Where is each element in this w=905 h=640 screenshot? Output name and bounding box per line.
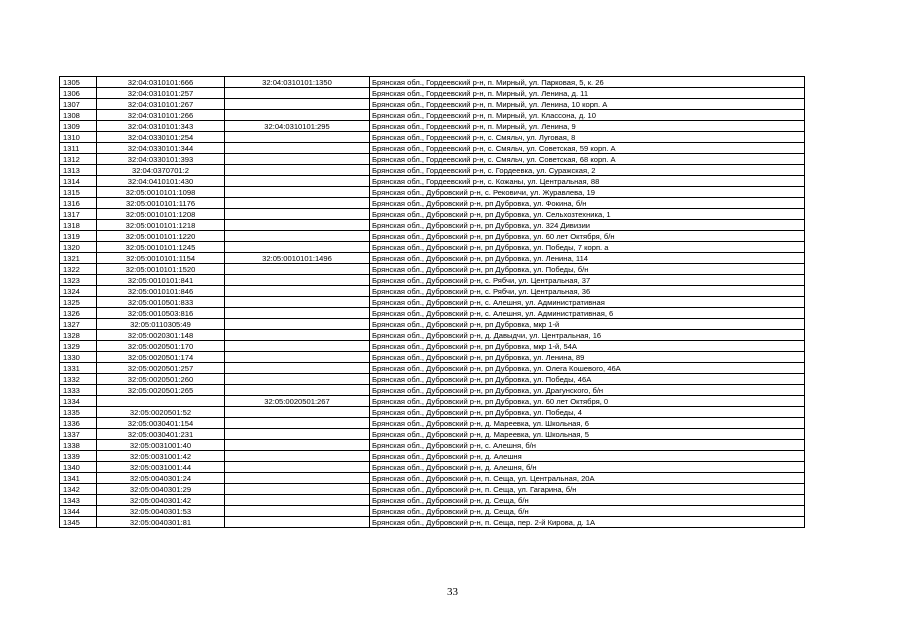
record-number-cell: 1345 [60, 517, 97, 528]
previous-cadastral-number-cell [225, 451, 370, 462]
table-row [60, 275, 805, 286]
address-cell: Брянская обл., Дубровский р-н, рп Дубровка, ул. 60 лет Октября, 0 [370, 396, 805, 407]
table-row [60, 99, 805, 110]
cadastral-number-cell: 32:05:0010101:841 [97, 275, 225, 286]
address-cell: Брянская обл., Дубровский р-н, рп Дубровка, ул. Ленина, 114 [370, 253, 805, 264]
previous-cadastral-number-cell [225, 154, 370, 165]
table-row [60, 363, 805, 374]
address-cell: Брянская обл., Дубровский р-н, рп Дубровка, ул. Ленина, 89 [370, 352, 805, 363]
table-row [60, 220, 805, 231]
table-row [60, 209, 805, 220]
table-row [60, 407, 805, 418]
previous-cadastral-number-cell [225, 264, 370, 275]
table-row [60, 297, 805, 308]
previous-cadastral-number-cell [225, 374, 370, 385]
previous-cadastral-number-cell [225, 462, 370, 473]
cadastral-number-cell: 32:05:0030401:154 [97, 418, 225, 429]
cadastral-number-cell: 32:04:0310101:343 [97, 121, 225, 132]
address-cell: Брянская обл., Гордеевский р-н, п. Мирный, ул. Ленина, д. 11 [370, 88, 805, 99]
cadastral-number-cell: 32:05:0031001:42 [97, 451, 225, 462]
cadastral-number-cell [97, 396, 225, 407]
record-number-cell: 1339 [60, 451, 97, 462]
record-number-cell: 1319 [60, 231, 97, 242]
table-row [60, 506, 805, 517]
cadastral-number-cell: 32:05:0010101:1220 [97, 231, 225, 242]
record-number-cell: 1331 [60, 363, 97, 374]
table-row [60, 143, 805, 154]
address-cell: Брянская обл., Гордеевский р-н, с. Кожаны, ул. Центральная, 88 [370, 176, 805, 187]
table-row [60, 231, 805, 242]
previous-cadastral-number-cell [225, 440, 370, 451]
table-row [60, 374, 805, 385]
previous-cadastral-number-cell [225, 495, 370, 506]
address-cell: Брянская обл., Дубровский р-н, рп Дубровка, ул. Олега Кошевого, 46А [370, 363, 805, 374]
table-row [60, 484, 805, 495]
cadastral-number-cell: 32:04:0310101:266 [97, 110, 225, 121]
record-number-cell: 1336 [60, 418, 97, 429]
previous-cadastral-number-cell [225, 242, 370, 253]
record-number-cell: 1338 [60, 440, 97, 451]
record-number-cell: 1312 [60, 154, 97, 165]
address-cell: Брянская обл., Дубровский р-н, д. Сеща, б/н [370, 506, 805, 517]
cadastral-number-cell: 32:04:0370701:2 [97, 165, 225, 176]
previous-cadastral-number-cell: 32:04:0310101:295 [225, 121, 370, 132]
registry-table-body [60, 77, 805, 528]
cadastral-number-cell: 32:05:0030401:231 [97, 429, 225, 440]
previous-cadastral-number-cell [225, 198, 370, 209]
address-cell: Брянская обл., Дубровский р-н, рп Дубровка, ул. 60 лет Октября, б/н [370, 231, 805, 242]
cadastral-number-cell: 32:04:0310101:267 [97, 99, 225, 110]
address-cell: Брянская обл., Дубровский р-н, с. Рябчи, ул. Центральная, 36 [370, 286, 805, 297]
table-row [60, 176, 805, 187]
table-row [60, 154, 805, 165]
record-number-cell: 1310 [60, 132, 97, 143]
table-row [60, 440, 805, 451]
cadastral-number-cell: 32:05:0010101:1098 [97, 187, 225, 198]
address-cell: Брянская обл., Дубровский р-н, с. Алешня, ул. Административная [370, 297, 805, 308]
table-row [60, 308, 805, 319]
previous-cadastral-number-cell: 32:05:0010101:1496 [225, 253, 370, 264]
record-number-cell: 1332 [60, 374, 97, 385]
cadastral-number-cell: 32:05:0010503:816 [97, 308, 225, 319]
record-number-cell: 1313 [60, 165, 97, 176]
previous-cadastral-number-cell [225, 297, 370, 308]
address-cell: Брянская обл., Дубровский р-н, д. Сеща, б/н [370, 495, 805, 506]
record-number-cell: 1327 [60, 319, 97, 330]
table-row [60, 77, 805, 88]
table-row [60, 495, 805, 506]
cadastral-number-cell: 32:05:0040301:81 [97, 517, 225, 528]
table-row [60, 462, 805, 473]
address-cell: Брянская обл., Дубровский р-н, рп Дубровка, ул. Сельхозтехника, 1 [370, 209, 805, 220]
previous-cadastral-number-cell [225, 275, 370, 286]
table-row [60, 396, 805, 407]
record-number-cell: 1316 [60, 198, 97, 209]
record-number-cell: 1330 [60, 352, 97, 363]
cadastral-number-cell: 32:05:0020501:174 [97, 352, 225, 363]
address-cell: Брянская обл., Гордеевский р-н, п. Мирный, ул. Парковая, 5, к. 26 [370, 77, 805, 88]
record-number-cell: 1333 [60, 385, 97, 396]
previous-cadastral-number-cell [225, 506, 370, 517]
cadastral-number-cell: 32:05:0010101:1520 [97, 264, 225, 275]
table-row [60, 242, 805, 253]
table-row [60, 132, 805, 143]
table-row [60, 429, 805, 440]
record-number-cell: 1344 [60, 506, 97, 517]
cadastral-number-cell: 32:05:0010101:1208 [97, 209, 225, 220]
table-row [60, 451, 805, 462]
record-number-cell: 1323 [60, 275, 97, 286]
address-cell: Брянская обл., Гордеевский р-н, п. Мирный, ул. Классона, д. 10 [370, 110, 805, 121]
address-cell: Брянская обл., Дубровский р-н, п. Сеща, ул. Центральная, 20А [370, 473, 805, 484]
address-cell: Брянская обл., Дубровский р-н, рп Дубровка, ул. Драгунского, б/н [370, 385, 805, 396]
cadastral-number-cell: 32:05:0110305:49 [97, 319, 225, 330]
previous-cadastral-number-cell [225, 187, 370, 198]
record-number-cell: 1326 [60, 308, 97, 319]
previous-cadastral-number-cell [225, 110, 370, 121]
record-number-cell: 1311 [60, 143, 97, 154]
record-number-cell: 1320 [60, 242, 97, 253]
cadastral-number-cell: 32:05:0020501:257 [97, 363, 225, 374]
address-cell: Брянская обл., Гордеевский р-н, п. Мирный, ул. Ленина, 10 корп. А [370, 99, 805, 110]
previous-cadastral-number-cell [225, 352, 370, 363]
cadastral-number-cell: 32:05:0010101:1245 [97, 242, 225, 253]
address-cell: Брянская обл., Гордеевский р-н, п. Мирный, ул. Ленина, 9 [370, 121, 805, 132]
cadastral-number-cell: 32:05:0031001:44 [97, 462, 225, 473]
record-number-cell: 1317 [60, 209, 97, 220]
previous-cadastral-number-cell [225, 308, 370, 319]
address-cell: Брянская обл., Дубровский р-н, рп Дубровка, мкр 1-й, 54А [370, 341, 805, 352]
record-number-cell: 1308 [60, 110, 97, 121]
previous-cadastral-number-cell: 32:05:0020501:267 [225, 396, 370, 407]
address-cell: Брянская обл., Дубровский р-н, с. Алешня, ул. Административная, 6 [370, 308, 805, 319]
table-row [60, 352, 805, 363]
table-row [60, 385, 805, 396]
cadastral-number-cell: 32:05:0020501:52 [97, 407, 225, 418]
table-row [60, 517, 805, 528]
address-cell: Брянская обл., Дубровский р-н, д. Алешня [370, 451, 805, 462]
record-number-cell: 1328 [60, 330, 97, 341]
cadastral-number-cell: 32:05:0010101:846 [97, 286, 225, 297]
cadastral-number-cell: 32:05:0040301:53 [97, 506, 225, 517]
address-cell: Брянская обл., Дубровский р-н, рп Дубровка, ул. Победы, 46А [370, 374, 805, 385]
previous-cadastral-number-cell [225, 220, 370, 231]
record-number-cell: 1335 [60, 407, 97, 418]
record-number-cell: 1325 [60, 297, 97, 308]
record-number-cell: 1341 [60, 473, 97, 484]
previous-cadastral-number-cell [225, 165, 370, 176]
record-number-cell: 1329 [60, 341, 97, 352]
record-number-cell: 1342 [60, 484, 97, 495]
cadastral-number-cell: 32:04:0330101:254 [97, 132, 225, 143]
address-cell: Брянская обл., Гордеевский р-н, с. Смяльч, ул. Советская, 68 корп. А [370, 154, 805, 165]
previous-cadastral-number-cell [225, 132, 370, 143]
previous-cadastral-number-cell [225, 286, 370, 297]
table-row [60, 253, 805, 264]
address-cell: Брянская обл., Дубровский р-н, с. Рековичи, ул. Журавлева, 19 [370, 187, 805, 198]
previous-cadastral-number-cell [225, 330, 370, 341]
record-number-cell: 1306 [60, 88, 97, 99]
table-row [60, 341, 805, 352]
address-cell: Брянская обл., Дубровский р-н, рп Дубровка, ул. Победы, 4 [370, 407, 805, 418]
record-number-cell: 1324 [60, 286, 97, 297]
address-cell: Брянская обл., Дубровский р-н, д. Алешня, б/н [370, 462, 805, 473]
previous-cadastral-number-cell [225, 319, 370, 330]
record-number-cell: 1321 [60, 253, 97, 264]
previous-cadastral-number-cell [225, 418, 370, 429]
cadastral-number-cell: 32:05:0020301:148 [97, 330, 225, 341]
cadastral-number-cell: 32:05:0020501:265 [97, 385, 225, 396]
table-row [60, 121, 805, 132]
record-number-cell: 1322 [60, 264, 97, 275]
cadastral-number-cell: 32:05:0040301:42 [97, 495, 225, 506]
previous-cadastral-number-cell [225, 231, 370, 242]
table-row [60, 264, 805, 275]
record-number-cell: 1343 [60, 495, 97, 506]
previous-cadastral-number-cell [225, 209, 370, 220]
previous-cadastral-number-cell [225, 88, 370, 99]
record-number-cell: 1318 [60, 220, 97, 231]
table-row [60, 418, 805, 429]
previous-cadastral-number-cell [225, 341, 370, 352]
previous-cadastral-number-cell [225, 473, 370, 484]
record-number-cell: 1307 [60, 99, 97, 110]
previous-cadastral-number-cell: 32:04:0310101:1350 [225, 77, 370, 88]
table-row [60, 198, 805, 209]
record-number-cell: 1340 [60, 462, 97, 473]
table-row [60, 110, 805, 121]
previous-cadastral-number-cell [225, 385, 370, 396]
address-cell: Брянская обл., Дубровский р-н, д. Мареевка, ул. Школьная, 6 [370, 418, 805, 429]
address-cell: Брянская обл., Дубровский р-н, д. Давыдчи, ул. Центральная, 16 [370, 330, 805, 341]
cadastral-number-cell: 32:05:0010101:1176 [97, 198, 225, 209]
previous-cadastral-number-cell [225, 407, 370, 418]
address-cell: Брянская обл., Дубровский р-н, рп Дубровка, ул. Победы, б/н [370, 264, 805, 275]
record-number-cell: 1334 [60, 396, 97, 407]
previous-cadastral-number-cell [225, 429, 370, 440]
table-row [60, 187, 805, 198]
cadastral-number-cell: 32:04:0330101:344 [97, 143, 225, 154]
address-cell: Брянская обл., Гордеевский р-н, с. Смяльч, ул. Луговая, 8 [370, 132, 805, 143]
cadastral-number-cell: 32:05:0010101:1218 [97, 220, 225, 231]
cadastral-number-cell: 32:05:0020501:170 [97, 341, 225, 352]
cadastral-number-cell: 32:05:0010501:833 [97, 297, 225, 308]
cadastral-number-cell: 32:04:0330101:393 [97, 154, 225, 165]
previous-cadastral-number-cell [225, 99, 370, 110]
cadastral-number-cell: 32:04:0310101:666 [97, 77, 225, 88]
previous-cadastral-number-cell [225, 363, 370, 374]
cadastral-number-cell: 32:05:0010101:1154 [97, 253, 225, 264]
cadastral-number-cell: 32:04:0310101:257 [97, 88, 225, 99]
address-cell: Брянская обл., Дубровский р-н, с. Рябчи, ул. Центральная, 37 [370, 275, 805, 286]
record-number-cell: 1314 [60, 176, 97, 187]
record-number-cell: 1309 [60, 121, 97, 132]
cadastral-number-cell: 32:05:0020501:260 [97, 374, 225, 385]
table-row [60, 286, 805, 297]
cadastral-number-cell: 32:04:0410101:430 [97, 176, 225, 187]
address-cell: Брянская обл., Дубровский р-н, д. Мареевка, ул. Школьная, 5 [370, 429, 805, 440]
table-row [60, 330, 805, 341]
cadastral-number-cell: 32:05:0031001:40 [97, 440, 225, 451]
address-cell: Брянская обл., Гордеевский р-н, с. Смяльч, ул. Советская, 59 корп. А [370, 143, 805, 154]
record-number-cell: 1315 [60, 187, 97, 198]
address-cell: Брянская обл., Дубровский р-н, с. Алешня, б/н [370, 440, 805, 451]
table-row [60, 88, 805, 99]
registry-table [59, 76, 805, 528]
previous-cadastral-number-cell [225, 143, 370, 154]
record-number-cell: 1337 [60, 429, 97, 440]
previous-cadastral-number-cell [225, 517, 370, 528]
address-cell: Брянская обл., Дубровский р-н, п. Сеща, пер. 2-й Кирова, д. 1А [370, 517, 805, 528]
address-cell: Брянская обл., Дубровский р-н, п. Сеща, ул. Гагарина, б/н [370, 484, 805, 495]
page-number: 33 [447, 586, 458, 598]
record-number-cell: 1305 [60, 77, 97, 88]
address-cell: Брянская обл., Дубровский р-н, рп Дубровка, ул. 324 Дивизии [370, 220, 805, 231]
cadastral-number-cell: 32:05:0040301:24 [97, 473, 225, 484]
address-cell: Брянская обл., Гордеевский р-н, с. Гордеевка, ул. Суражская, 2 [370, 165, 805, 176]
address-cell: Брянская обл., Дубровский р-н, рп Дубровка, ул. Победы, 7 корп. а [370, 242, 805, 253]
previous-cadastral-number-cell [225, 176, 370, 187]
address-cell: Брянская обл., Дубровский р-н, рп Дубровка, ул. Фокина, б/н [370, 198, 805, 209]
table-row [60, 473, 805, 484]
table-row [60, 165, 805, 176]
previous-cadastral-number-cell [225, 484, 370, 495]
address-cell: Брянская обл., Дубровский р-н, рп Дубровка, мкр 1-й [370, 319, 805, 330]
cadastral-number-cell: 32:05:0040301:29 [97, 484, 225, 495]
table-row [60, 319, 805, 330]
